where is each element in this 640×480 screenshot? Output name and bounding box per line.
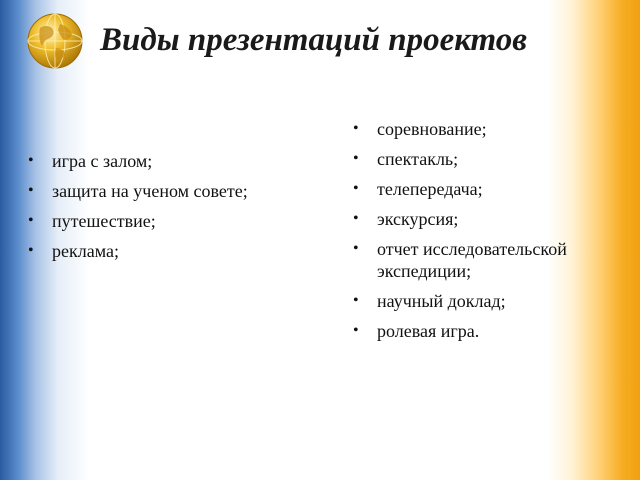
list-item-text: телепередача; [377,179,483,199]
list-item-text: соревнование; [377,119,487,139]
list-item [353,178,623,200]
bullet-icon: • [353,150,359,167]
bullet-icon: • [28,152,34,169]
bullet-icon: • [28,182,34,199]
list-item-text: игра с залом; [52,151,153,171]
globe-icon [26,12,84,70]
list-item [353,320,623,342]
right-bullet-list [353,118,623,350]
list-item [353,290,623,312]
list-item [353,208,623,230]
bullet-icon: • [353,180,359,197]
list-item [28,180,328,202]
list-item-text: отчет исследовательской экспедиции; [377,239,567,281]
list-item [28,150,328,172]
left-bullet-list [28,150,328,270]
bullet-icon: • [28,242,34,259]
list-item [353,238,623,282]
bullet-icon: • [353,292,359,309]
list-item-text: научный доклад; [377,291,506,311]
list-item-text: экскурсия; [377,209,459,229]
bullet-icon: • [353,240,359,257]
slide-title: Виды презентаций проектов [100,22,528,58]
list-item [353,118,623,140]
list-item-text: спектакль; [377,149,459,169]
list-item-text: ролевая игра. [377,321,480,341]
list-item-text: защита на ученом совете; [52,181,248,201]
bullet-icon: • [353,210,359,227]
bullet-icon: • [28,212,34,229]
list-item [28,210,328,232]
list-item [353,148,623,170]
bullet-icon: • [353,322,359,339]
list-item-text: реклама; [52,241,119,261]
bullet-icon: • [353,120,359,137]
list-item-text: путешествие; [52,211,156,231]
list-item [28,240,328,262]
